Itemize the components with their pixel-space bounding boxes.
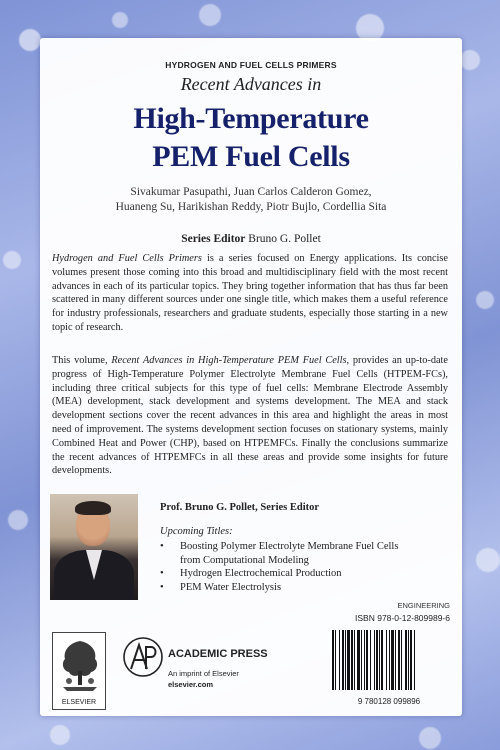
authors-line-1: Sivakumar Pasupathi, Juan Carlos Calderon Gomez,: [130, 186, 372, 198]
barcode-number: 9 780128 099896: [357, 697, 421, 706]
series-editor-label: Series Editor: [181, 233, 246, 245]
bullet-icon: •: [160, 581, 164, 593]
book-subtitle: Recent Advances in: [180, 74, 322, 94]
series-description-text: is a series focused on Energy applications. Its concise volumes present those coming into this broad and multidisciplinary field with the most recent advances in each of its particular topics. They bring together information that has thus far been scattered in many different sources under one single title, which makes them a useful reference for industry professionals, researchers and graduate students, especially those starting in a new topic of research.: [52, 253, 448, 333]
back-cover-panel: [40, 38, 462, 716]
volume-description-prefix: This volume,: [52, 355, 112, 366]
list-item: [160, 540, 410, 567]
volume-title-italic: Recent Advances in High-Temperature PEM Fuel Cells: [111, 355, 347, 366]
series-name-italic: Hydrogen and Fuel Cells Primers: [52, 253, 202, 264]
series-description: [52, 252, 448, 335]
academic-press-logo-icon: [122, 636, 164, 678]
elsevier-label: ELSEVIER: [61, 699, 97, 706]
elsevier-logo: [52, 632, 106, 710]
barcode: [328, 628, 450, 706]
series-label: HYDROGEN AND FUEL CELLS PRIMERS: [165, 60, 337, 70]
bullet-icon: •: [160, 568, 164, 580]
book-title-line-1: High-Temperature: [133, 102, 369, 135]
subject-label: ENGINEERING: [397, 601, 450, 610]
upcoming-titles-list: [160, 540, 410, 594]
authors-line-2: Huaneng Su, Harikishan Reddy, Piotr Bujlo, Cordellia Sita: [115, 201, 387, 213]
series-editor-name: Bruno G. Pollet: [248, 233, 321, 245]
series-editor-line: [40, 233, 462, 245]
list-item: [160, 567, 410, 581]
series-editor-photo: [50, 494, 138, 600]
authors: [40, 185, 462, 215]
volume-description: [52, 354, 448, 478]
photo-hair: [75, 501, 111, 515]
editor-caption: Prof. Bruno G. Pollet, Series Editor: [160, 502, 320, 513]
publisher-name: ACADEMIC PRESS: [168, 648, 268, 660]
elsevier-tree-icon: [57, 637, 103, 695]
upcoming-title: Hydrogen Electrochemical Production: [180, 568, 342, 580]
book-title-line-2: PEM Fuel Cells: [152, 140, 350, 173]
volume-description-text: , provides an up-to-date progress of High-Temperature Polymer Electrolyte Membrane Fuel Cells (HTPEM-FCs), including three critical subjects for this type of fuel cells: Membrane Electrode Assembly (MEA) development, stack development and systems development. The MEA and stack development sections cover the recent advances in this area and highlight the areas in most need of improvement. The systems development section focuses on stationary systems, mainly Combined Heat and Power (CHP), based on HTPEMFCs. Finally the conclusions summarize the recent advances of HTPEMFCs in all these areas and provide some insights for future developments.: [52, 355, 448, 477]
upcoming-title: Boosting Polymer Electrolyte Membrane Fuel Cells from Computational Modeling: [180, 541, 399, 566]
upcoming-heading: Upcoming Titles:: [160, 526, 233, 537]
upcoming-title: PEM Water Electrolysis: [180, 581, 282, 593]
isbn: ISBN 978-0-12-809989-6: [355, 613, 450, 623]
barcode-bars-icon: [328, 628, 450, 694]
list-item: [160, 581, 410, 595]
publisher-website: elsevier.com: [168, 680, 214, 689]
imprint-line: An imprint of Elsevier: [168, 669, 239, 678]
bullet-icon: •: [160, 541, 164, 552]
